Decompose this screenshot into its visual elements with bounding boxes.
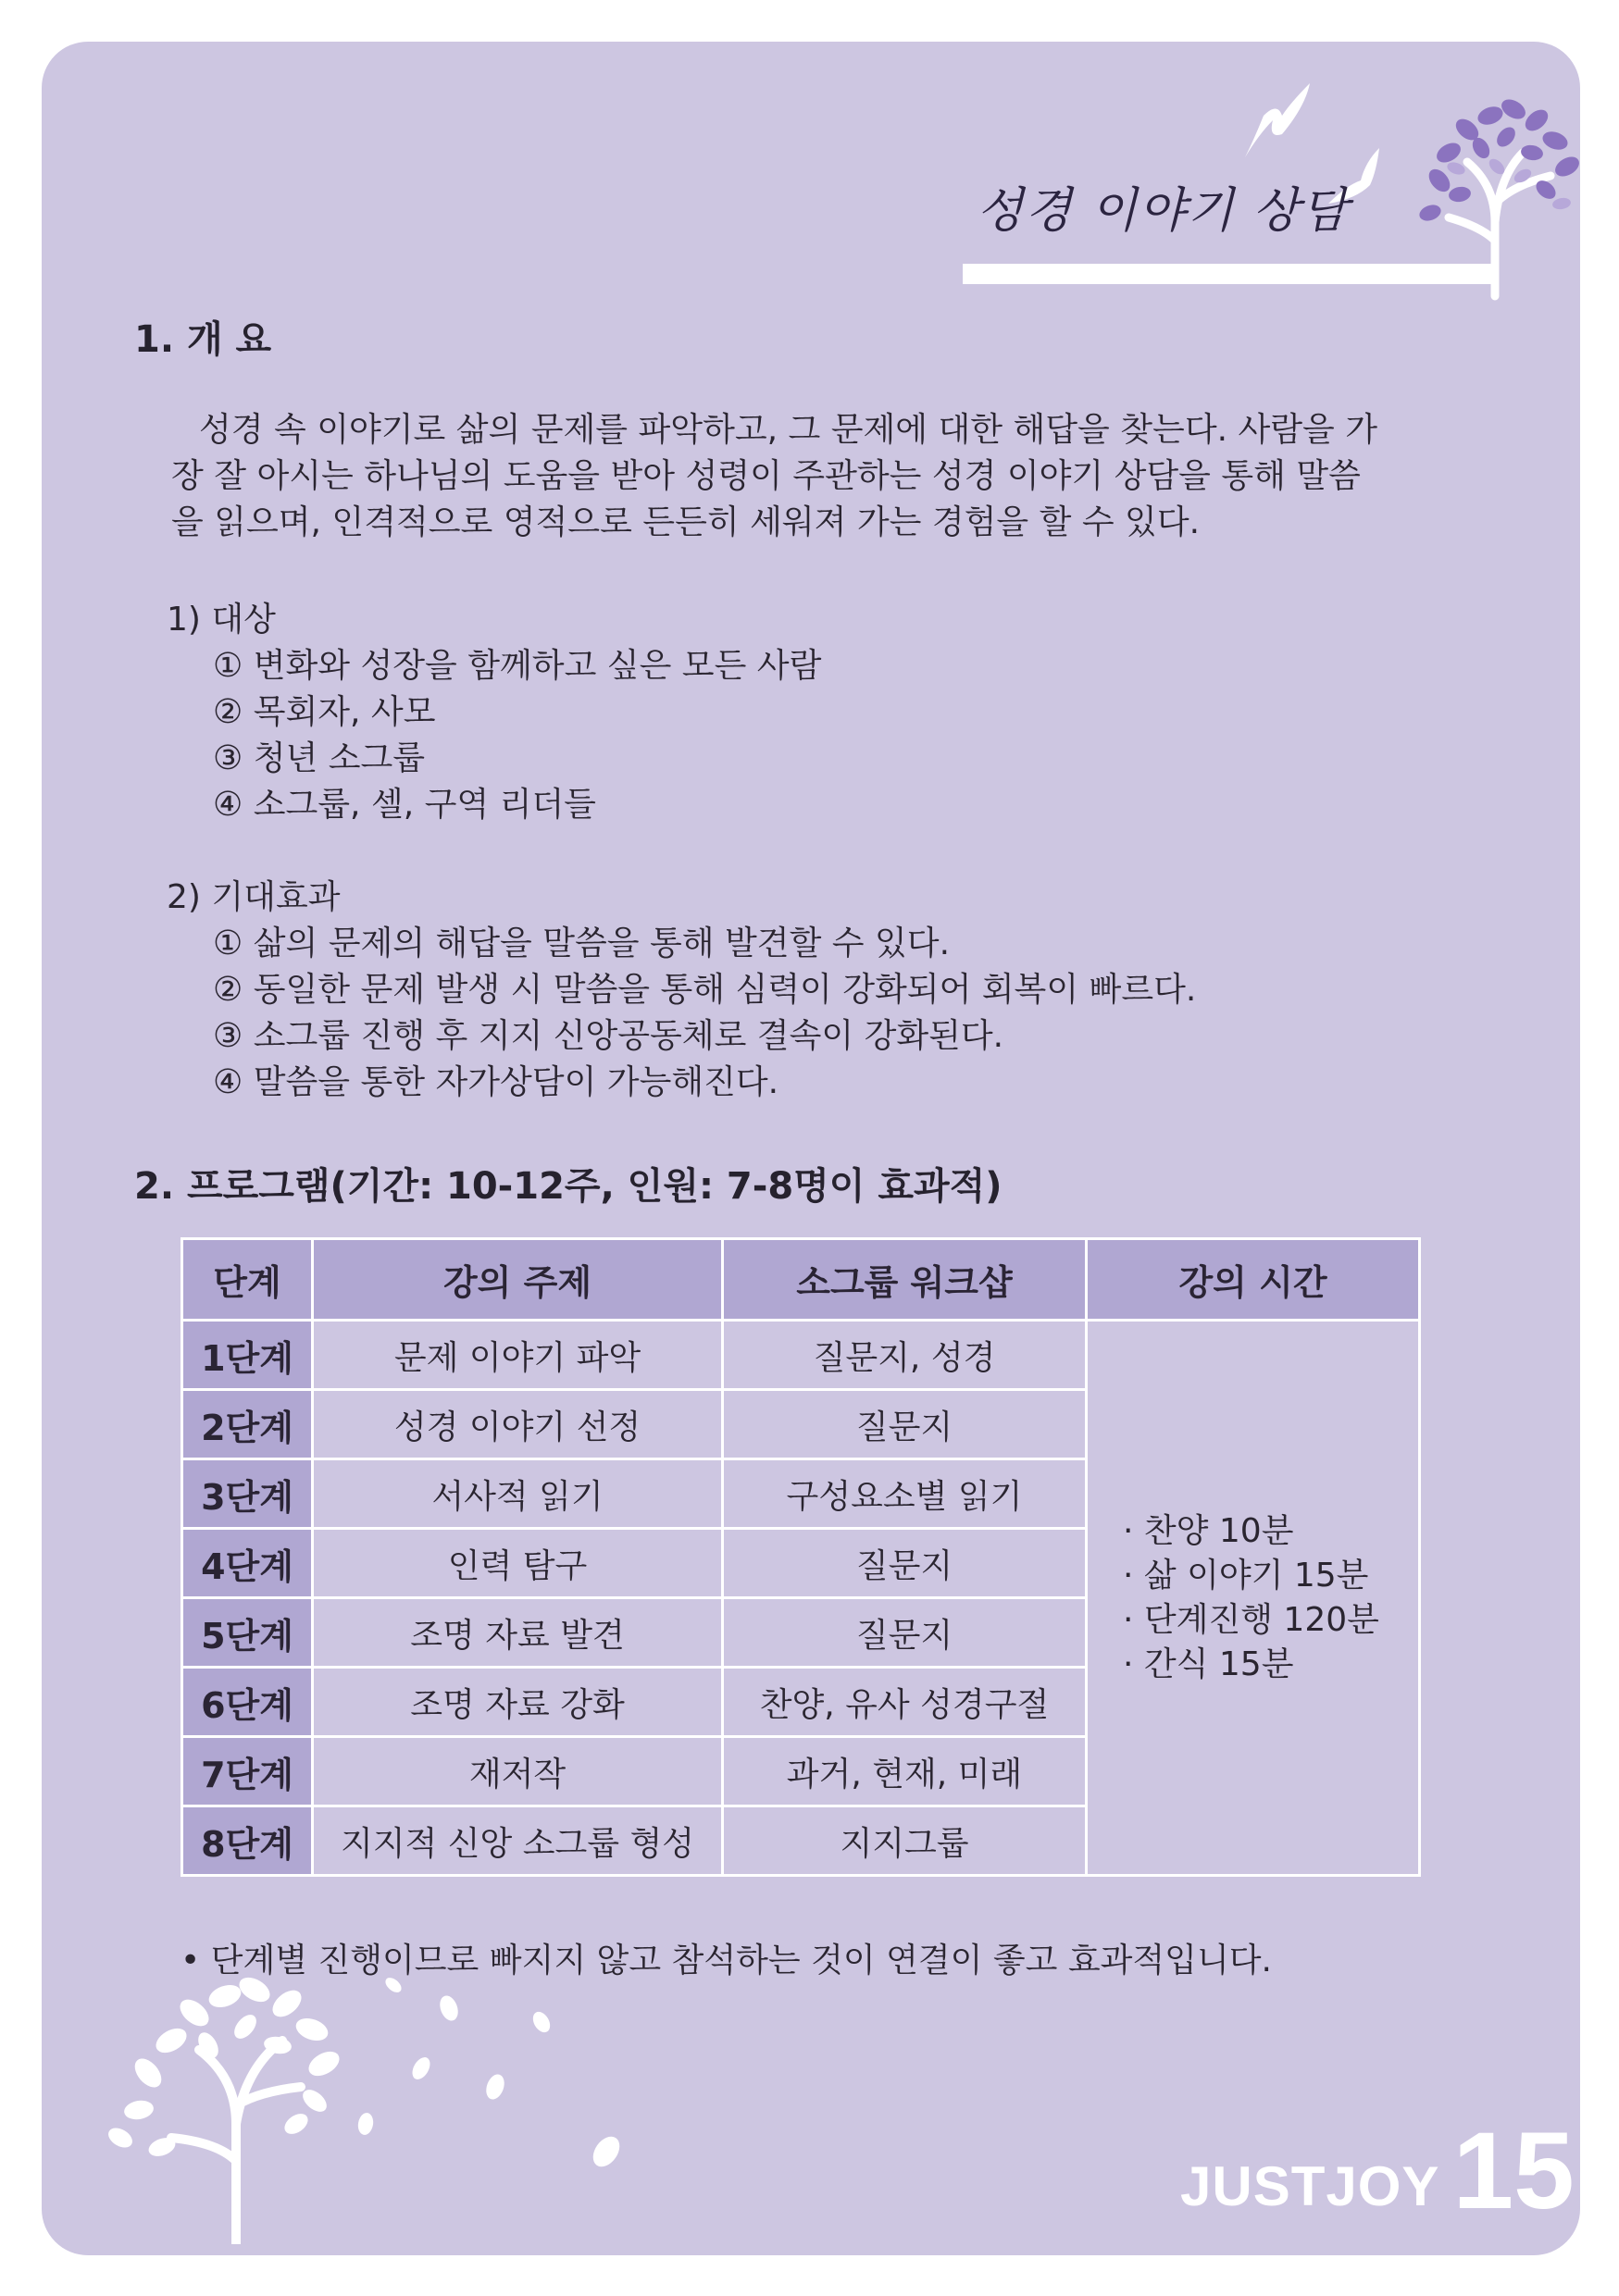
step-cell: 6단계 — [182, 1668, 313, 1737]
section1-title: 1. 개 요 — [134, 318, 272, 361]
effects-list — [167, 875, 1196, 1106]
workshop-cell: 질문지 — [723, 1598, 1087, 1668]
time-item: · 단계진행 120분 — [1123, 1600, 1379, 1639]
topic-cell: 재저작 — [313, 1737, 723, 1806]
target-list — [167, 597, 821, 828]
header-topic: 강의 주제 — [313, 1239, 723, 1321]
page-panel — [42, 42, 1580, 2255]
header-underline — [963, 264, 1495, 284]
time-item: · 찬양 10분 — [1123, 1511, 1294, 1550]
time-cell — [1087, 1321, 1420, 1876]
header-step: 단계 — [182, 1239, 313, 1321]
topic-cell: 지지적 신앙 소그룹 형성 — [313, 1806, 723, 1876]
step-cell: 1단계 — [182, 1321, 313, 1390]
attendance-note: • 단계별 진행이므로 빠지지 않고 참석하는 것이 연결이 좋고 효과적입니다. — [181, 1942, 1272, 1980]
effects-item: ① 삶의 문제의 해답을 말씀을 통해 발견할 수 있다. — [213, 925, 951, 962]
intro-line-1: 성경 속 이야기로 삶의 문제를 파악하고, 그 문제에 대한 해답을 찾는다. 사람을 가 — [199, 411, 1378, 449]
workshop-cell: 질문지 — [723, 1390, 1087, 1459]
footer-brand — [1180, 2110, 1575, 2232]
workshop-cell: 과거, 현재, 미래 — [723, 1737, 1087, 1806]
table-header-row — [182, 1239, 1420, 1321]
effects-item: ③ 소그룹 진행 후 지지 신앙공동체로 결속이 강화된다. — [213, 1017, 1004, 1055]
target-item: ④ 소그룹, 셀, 구역 리더들 — [213, 786, 596, 824]
target-heading: 1) 대상 — [167, 601, 276, 639]
step-cell: 8단계 — [182, 1806, 313, 1876]
target-item: ① 변화와 성장을 함께하고 싶은 모든 사람 — [213, 647, 822, 685]
workshop-cell: 질문지, 성경 — [723, 1321, 1087, 1390]
topic-cell: 문제 이야기 파악 — [313, 1321, 723, 1390]
effects-item: ④ 말씀을 통한 자가상담이 가능해진다. — [213, 1063, 779, 1101]
step-cell: 7단계 — [182, 1737, 313, 1806]
brand-name: JUSTJOY — [1180, 2155, 1440, 2217]
step-cell: 4단계 — [182, 1529, 313, 1598]
topic-cell: 인력 탐구 — [313, 1529, 723, 1598]
workshop-cell: 찬양, 유사 성경구절 — [723, 1668, 1087, 1737]
step-cell: 2단계 — [182, 1390, 313, 1459]
section2-title: 2. 프로그램(기간: 10-12주, 인원: 7-8명이 효과적) — [134, 1165, 1003, 1208]
effects-item: ② 동일한 문제 발생 시 말씀을 통해 심력이 강화되어 회복이 빠르다. — [213, 971, 1197, 1009]
step-cell: 5단계 — [182, 1598, 313, 1668]
step-cell: 3단계 — [182, 1459, 313, 1529]
header-time: 강의 시간 — [1087, 1239, 1420, 1321]
topic-cell: 조명 자료 발견 — [313, 1598, 723, 1668]
page-title: 성경 이야기 상담 — [977, 183, 1350, 239]
target-item: ② 목회자, 사모 — [213, 693, 436, 731]
topic-cell: 성경 이야기 선정 — [313, 1390, 723, 1459]
target-item: ③ 청년 소그룹 — [213, 739, 426, 777]
page-number: 15 — [1452, 2110, 1575, 2232]
effects-heading: 2) 기대효과 — [167, 878, 341, 916]
program-table — [181, 1237, 1421, 1877]
header-workshop: 소그룹 워크샵 — [723, 1239, 1087, 1321]
table-row — [182, 1321, 1420, 1390]
workshop-cell: 지지그룹 — [723, 1806, 1087, 1876]
intro-line-3: 을 읽으며, 인격적으로 영적으로 든든히 세워져 가는 경험을 할 수 있다. — [171, 503, 1201, 541]
topic-cell: 서사적 읽기 — [313, 1459, 723, 1529]
workshop-cell: 질문지 — [723, 1529, 1087, 1598]
white-tree-illustration — [60, 1939, 662, 2244]
intro-line-2: 장 잘 아시는 하나님의 도움을 받아 성령이 주관하는 성경 이야기 상담을 통해 말씀 — [171, 457, 1361, 495]
topic-cell: 조명 자료 강화 — [313, 1668, 723, 1737]
workshop-cell: 구성요소별 읽기 — [723, 1459, 1087, 1529]
time-item: · 간식 15분 — [1123, 1644, 1294, 1683]
intro-paragraph — [171, 407, 1560, 546]
time-item: · 삶 이야기 15분 — [1123, 1556, 1369, 1595]
